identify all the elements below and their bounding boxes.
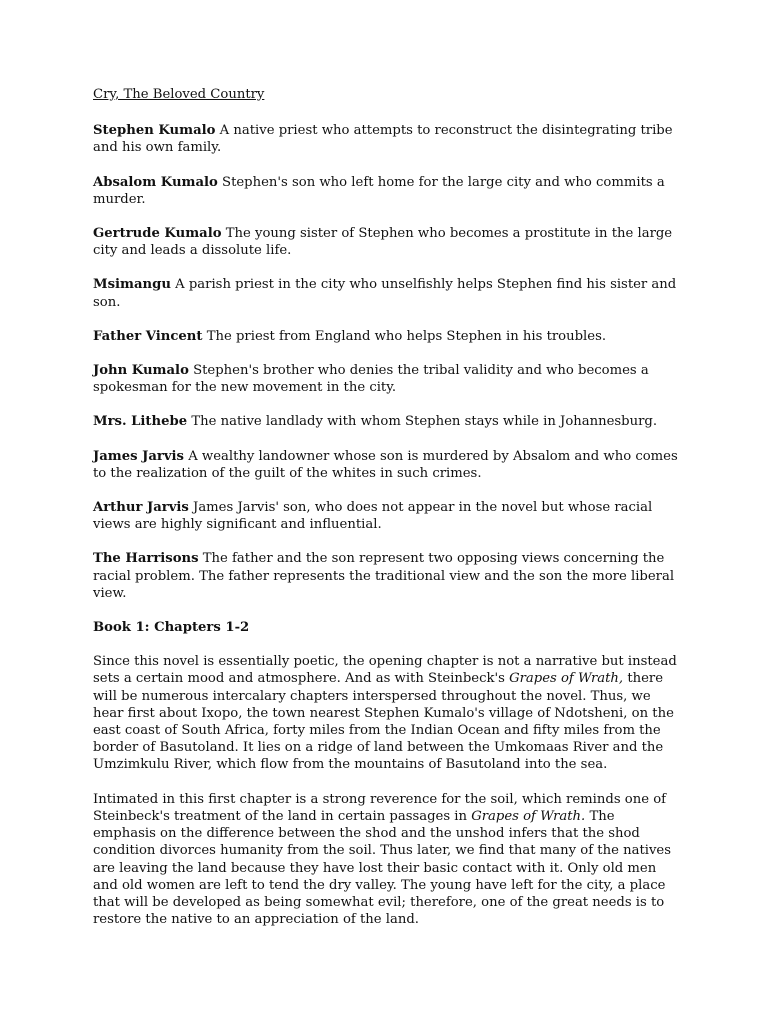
character-name: Gertrude Kumalo [93,226,222,242]
character-desc: Stephen's son who left home for the large city and who commits a murder. [93,174,665,207]
document-page [93,86,678,945]
character-name: John Kumalo [93,363,189,379]
character-desc: A parish priest in the city who unselfishly helps Stephen find his sister and son. [93,277,677,310]
character-entry [93,276,678,310]
character-name: The Harrisons [93,551,199,567]
paragraph-text: The emphasis on the difference between the shod and the unshod infers that the shod condition divorces humanity from the soil. Thus later, we find that many of the natives are leaving the land because they have lost their basic contact with it. Only old men and old women are left to tend the dry valley. The young have left for the city, a place that will be developed as being somewhat evil; therefore, one of the great needs is to restore the native to an appreciation of the land. [93,808,671,928]
character-desc: The young sister of Stephen who becomes a prostitute in the large city and leads a dissolute life. [93,226,673,259]
character-name: James Jarvis [93,448,184,464]
character-name: Arthur Jarvis [93,500,189,516]
character-desc: The father and the son represent two opposing views concerning the racial problem. The father represents the traditional view and the son the more liberal view. [93,551,675,601]
character-entry [93,448,678,482]
character-desc: Stephen's brother who denies the tribal validity and who becomes a spokesman for the new movement in the city. [93,363,649,396]
book-title-italic: Grapes of Wrath. [471,808,586,824]
character-name: Mrs. Lithebe [93,414,188,430]
book-title-italic: Grapes of Wrath, [509,671,624,687]
character-entry [93,174,678,208]
character-name: Absalom Kumalo [93,174,218,190]
character-desc: The priest from England who helps Stephen in his troubles. [206,328,607,344]
character-desc: James Jarvis' son, who does not appear in the novel but whose racial views are highly significant and influential. [93,500,653,533]
character-entry [93,225,678,259]
character-entry [93,413,678,430]
character-entry [93,362,678,396]
paragraph-text: there will be numerous intercalary chapters interspersed throughout the novel. Thus, we hear first about Ixopo, the town nearest Stephen Kumalo's village of Ndotsheni, on the east coast of South Africa, forty miles from the Indian Ocean and fifty miles from the border of Basutoland. It lies on a ridge of land between the Umkomaas River and the Umzimkulu River, which flow from the mountains of Basutoland into the sea. [93,671,674,773]
character-desc: A wealthy landowner whose son is murdered by Absalom and who comes to the realization of the guilt of the whites in such crimes. [93,448,678,481]
body-paragraph [93,791,678,929]
character-entry [93,122,678,156]
character-name: Stephen Kumalo [93,123,216,139]
paragraph-text: Since this novel is essentially poetic, the opening chapter is not a narrative but instead sets a certain mood and atmosphere. And as with Steinbeck's [93,654,677,687]
paragraph-text: Intimated in this first chapter is a strong reverence for the soil, which reminds one of Steinbeck's treatment of the land in certain passages in [93,791,667,824]
character-desc: A native priest who attempts to reconstruct the disintegrating tribe and his own family. [93,123,673,156]
character-name: Father Vincent [93,328,203,344]
character-entry [93,499,678,533]
character-desc: The native landlady with whom Stephen stays while in Johannesburg. [191,414,658,430]
document-title: Cry, The Beloved Country [93,87,265,102]
body-paragraph [93,653,678,773]
character-name: Msimangu [93,277,171,293]
section-heading: Book 1: Chapters 1-2 [93,620,250,636]
character-entry [93,550,678,602]
character-entry [93,328,678,345]
